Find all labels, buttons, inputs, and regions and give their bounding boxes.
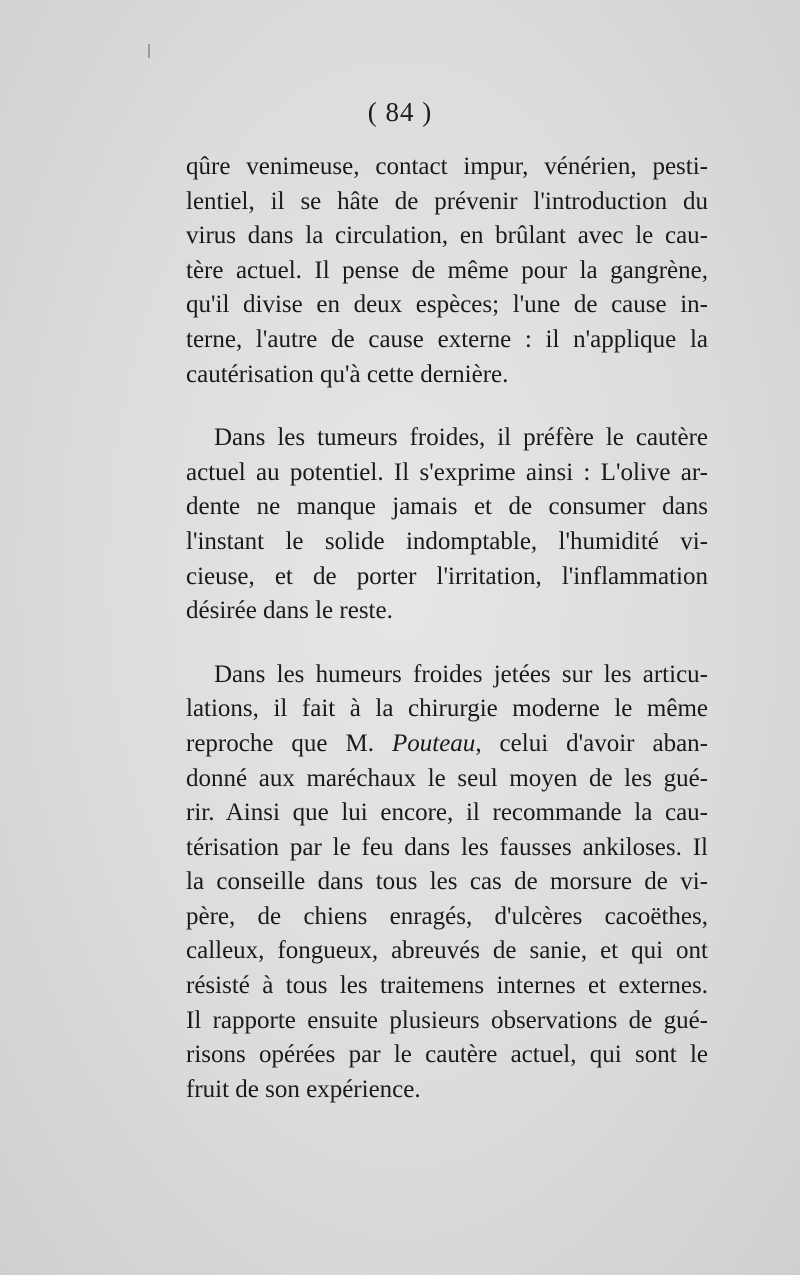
text-line: terne, l'autre de cause externe : il n'applique la [186, 325, 708, 353]
text-line: rir. Ainsi que lui encore, il recommande la cau- [186, 799, 708, 827]
text-line: la conseille dans tous les cas de morsure de vi- [186, 868, 708, 896]
text-line: lations, il fait à la chirurgie moderne le même [186, 695, 708, 723]
text-line: père, de chiens enragés, d'ulcères cacoëthes, [186, 902, 708, 930]
text-line: fruit de son expérience. [186, 1075, 421, 1103]
text-line: qûre venimeuse, contact impur, vénérien, pesti- [186, 153, 708, 180]
person-name: Pouteau [391, 729, 476, 757]
text-line: tère actuel. Il pense de même pour la gangrène, [186, 256, 708, 284]
text-line: térisation par le feu dans les fausses ankiloses. Il [186, 833, 708, 861]
text-segment: reproche que M. [186, 729, 392, 757]
margin-mark [148, 44, 150, 58]
text-line: calleux, fongueux, abreuvés de sanie, et qui ont [186, 937, 708, 965]
paragraph-3 [186, 658, 708, 1108]
text-line: Dans les tumeurs froides, il préfère le cautère [214, 424, 708, 452]
text-line: donné aux maréchaux le seul moyen de les gué- [186, 764, 708, 792]
text-line: Dans les humeurs froides jetées sur les articu- [214, 660, 708, 688]
text-line: actuel au potentiel. Il s'exprime ainsi : L'olive ar- [186, 458, 708, 486]
text-line: lentiel, il se hâte de prévenir l'introduction du [186, 187, 708, 215]
text-line: Il rapporte ensuite plusieurs observations de gué- [186, 1006, 708, 1034]
text-segment: , celui d'avoir aban- [475, 729, 708, 757]
paragraph-2 [186, 421, 708, 629]
page-number: ( 84 ) [367, 97, 433, 127]
text-line: cieuse, et de porter l'irritation, l'inflammation [186, 562, 708, 590]
text-line: qu'il divise en deux espèces; l'une de cause in- [186, 291, 708, 319]
text-line: dente ne manque jamais et de consumer dans [186, 493, 708, 521]
paragraph-gap [186, 629, 708, 658]
paragraph-gap [186, 392, 708, 421]
text-line: l'instant le solide indomptable, l'humidité vi- [186, 527, 708, 555]
text-line: virus dans la circulation, en brûlant avec le cau- [186, 222, 708, 250]
text-line: résisté à tous les traitemens internes et externes. [186, 972, 708, 1000]
text-line: désirée dans le reste. [186, 597, 393, 625]
text-line-with-name [186, 727, 708, 762]
paragraph-1 [186, 150, 708, 392]
body-text [186, 150, 708, 1107]
text-line: cautérisation qu'à cette dernière. [186, 360, 509, 388]
text-line: risons opérées par le cautère actuel, qui sont le [186, 1041, 708, 1069]
